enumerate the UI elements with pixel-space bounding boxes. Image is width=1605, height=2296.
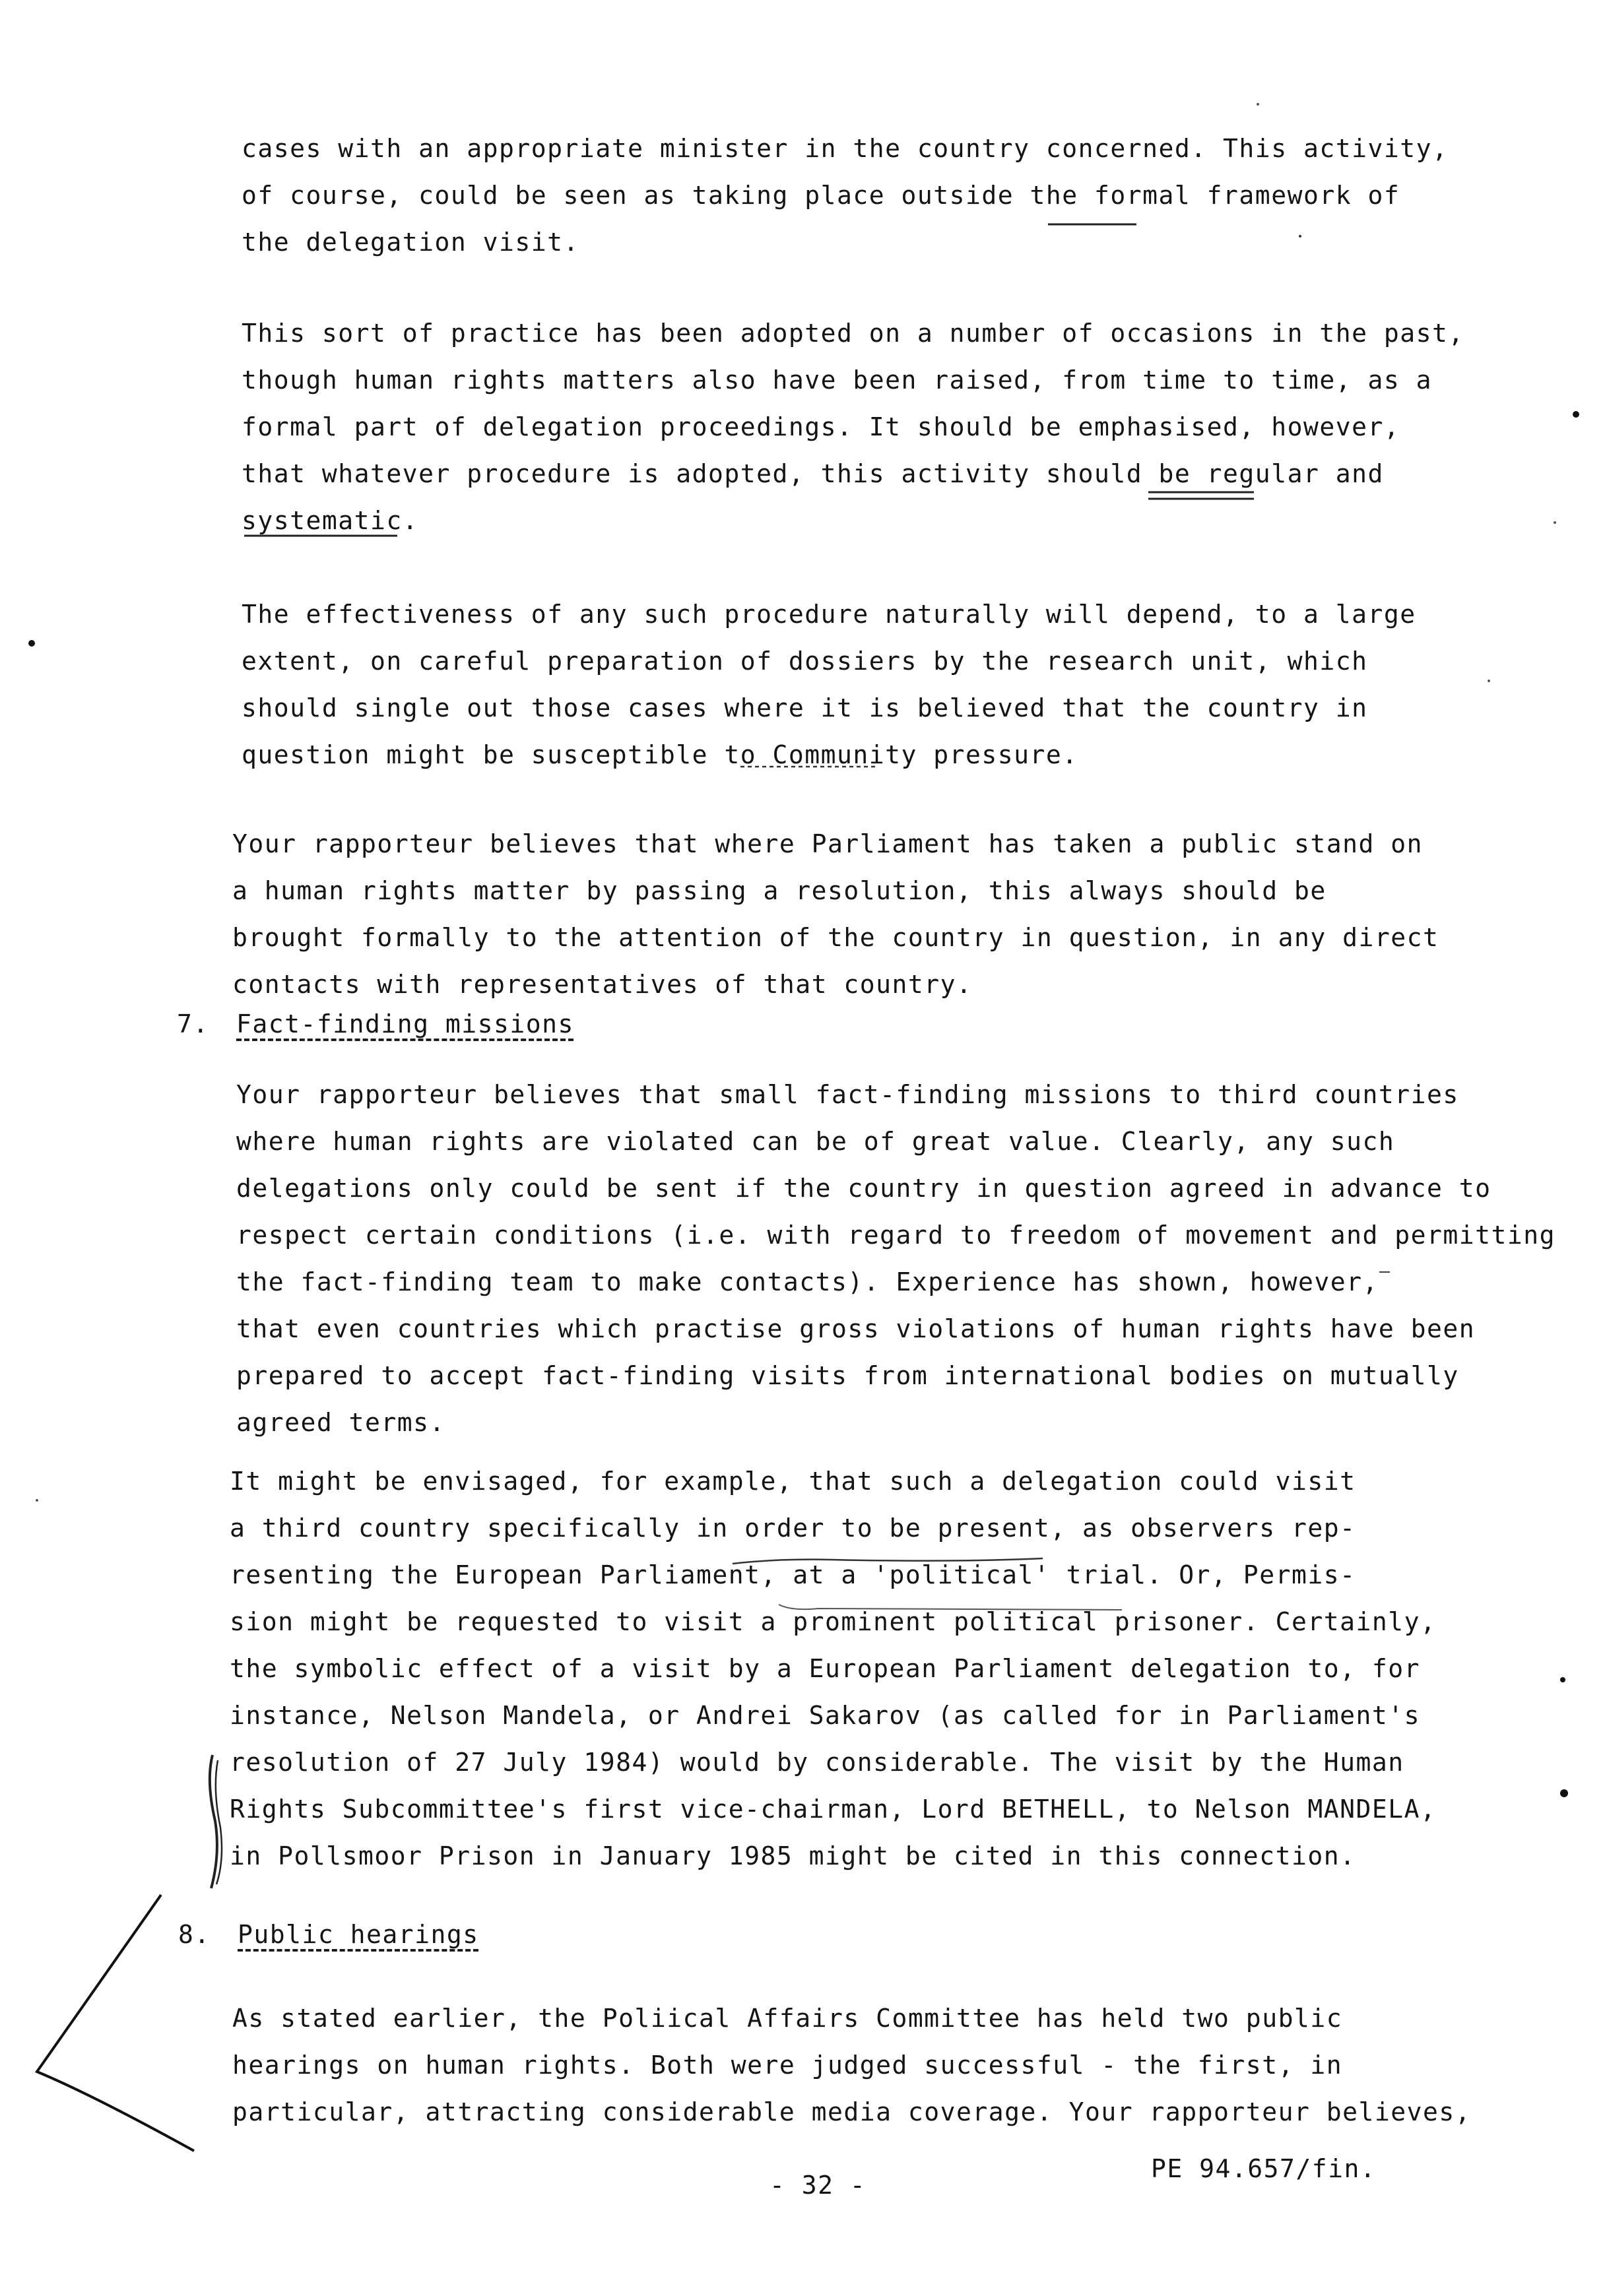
text-line: instance, Nelson Mandela, or Andrei Sakarov (as called for in Parliament's (230, 1701, 1420, 1730)
text-line: respect certain conditions (i.e. with regard to freedom of movement and permitting (236, 1221, 1556, 1250)
text-line: hearings on human rights. Both were judged successful - the first, in (232, 2051, 1343, 2080)
text-line: delegations only could be sent if the country in question agreed in advance to (236, 1174, 1491, 1203)
text-line: This sort of practice has been adopted on a number of occasions in the past, (242, 319, 1464, 348)
text-line: in Pollsmoor Prison in January 1985 might be cited in this connection. (230, 1841, 1356, 1870)
paragraph (242, 591, 1495, 779)
text-line: Your rapporteur believes that small fact-finding missions to third countries (236, 1080, 1459, 1109)
paragraph (230, 1458, 1484, 1880)
paragraph (232, 1995, 1486, 2136)
text-line: the delegation visit. (242, 228, 579, 257)
text-line: extent, on careful preparation of dossiers by the research unit, which (242, 647, 1368, 676)
text-line: As stated earlier, the Poliical Affairs Committee has held two public (232, 2004, 1343, 2033)
paragraph (242, 310, 1495, 544)
text-line: the symbolic effect of a visit by a European Parliament delegation to, for (230, 1654, 1420, 1683)
section-heading (178, 1920, 479, 1949)
text-line: agreed terms. (236, 1408, 445, 1437)
text-line: prepared to accept fact-finding visits from international bodies on mutually (236, 1361, 1459, 1390)
text-line: resenting the European Parliament, at a 'political' trial. Or, Permis- (230, 1560, 1356, 1589)
text-line: question might be susceptible to Community pressure. (242, 740, 1078, 769)
text-line: should single out those cases where it is believed that the country in (242, 693, 1368, 722)
paragraph (232, 821, 1486, 1008)
document-reference: PE 94.657/fin. (1151, 2154, 1377, 2183)
margin-bracket-mark (210, 1755, 217, 1888)
ink-dot-mark (1257, 103, 1259, 106)
section-title: Fact-finding missions (236, 1009, 574, 1038)
margin-angle-mark (37, 1895, 194, 2151)
text-line: that whatever procedure is adopted, this activity should be regular and (242, 459, 1384, 488)
text-line: the fact-finding team to make contacts). Experience has shown, however, (236, 1267, 1379, 1296)
text-line: a third country specifically in order to be present, as observers rep- (230, 1514, 1356, 1543)
text-line: resolution of 27 July 1984) would by considerable. The visit by the Human (230, 1748, 1404, 1777)
text-line: Your rapporteur believes that where Parliament has taken a public stand on (232, 829, 1423, 858)
margin-bracket-mark (216, 1760, 222, 1884)
text-line: Rights Subcommittee's first vice-chairman, Lord BETHELL, to Nelson MANDELA, (230, 1795, 1437, 1824)
ink-dot-mark (1560, 1789, 1568, 1797)
text-line: sion might be requested to visit a prominent political prisoner. Certainly, (230, 1607, 1437, 1636)
ink-dot-mark (1573, 411, 1579, 418)
text-line: systematic. (242, 506, 419, 535)
section-heading (177, 1009, 574, 1038)
text-line: a human rights matter by passing a resolution, this always should be (232, 876, 1327, 905)
ink-dot-mark (28, 640, 35, 647)
text-line: that even countries which practise gross violations of human rights have been (236, 1314, 1476, 1343)
text-line: where human rights are violated can be of great value. Clearly, any such (236, 1127, 1395, 1156)
text-line: cases with an appropriate minister in the country concerned. This activity, (242, 134, 1449, 163)
ink-dot-mark (36, 1499, 38, 1502)
text-line: brought formally to the attention of the country in question, in any direct (232, 923, 1439, 952)
section-number: 8. (178, 1920, 211, 1949)
text-line: The effectiveness of any such procedure naturally will depend, to a large (242, 600, 1416, 629)
page-number: - 32 - (770, 2171, 867, 2200)
text-line: formal part of delegation proceedings. It should be emphasised, however, (242, 412, 1400, 441)
section-title: Public hearings (238, 1920, 479, 1949)
paragraph (236, 1071, 1556, 1446)
text-line: of course, could be seen as taking place outside the formal framework of (242, 181, 1400, 210)
ink-dot-mark (1554, 521, 1556, 524)
paragraph (242, 125, 1495, 266)
text-line: though human rights matters also have been raised, from time to time, as a (242, 366, 1432, 395)
section-number: 7. (177, 1009, 209, 1038)
text-line: contacts with representatives of that country. (232, 970, 973, 999)
text-line: particular, attracting considerable media coverage. Your rapporteur believes, (232, 2097, 1472, 2126)
text-line: It might be envisaged, for example, that such a delegation could visit (230, 1467, 1356, 1496)
ink-dot-mark (1560, 1677, 1565, 1682)
